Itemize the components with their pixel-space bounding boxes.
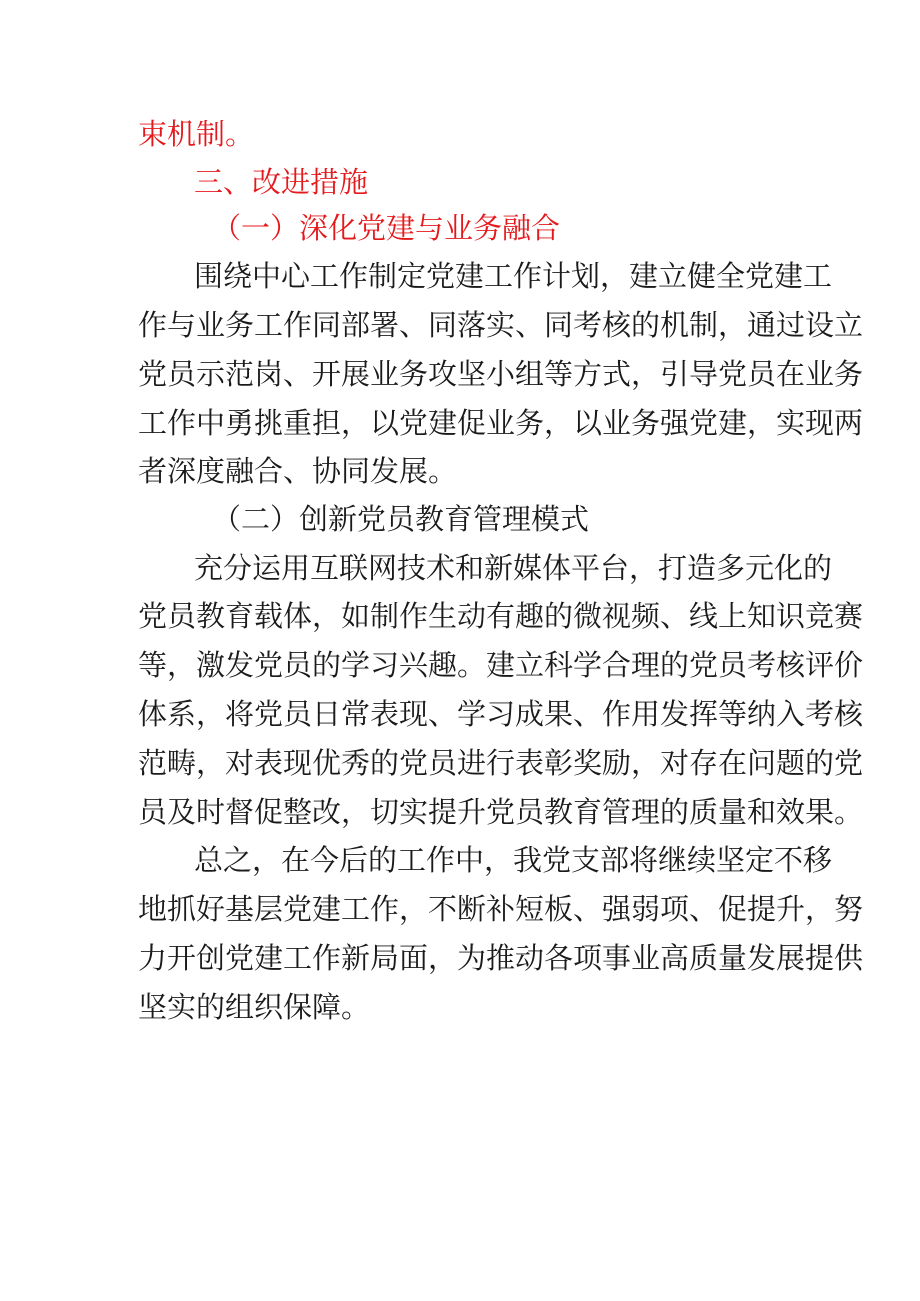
paragraph-line: 等，激发党员的学习兴趣。建立科学合理的党员考核评价 [138, 648, 864, 682]
paragraph-line: 总之，在今后的工作中，我党支部将继续坚定不移 [194, 843, 833, 877]
paragraph-line: 者深度融合、协同发展。 [138, 454, 458, 488]
paragraph-line: 员及时督促整改，切实提升党员教育管理的质量和效果。 [138, 795, 864, 829]
paragraph-line: 力开创党建工作新局面，为推动各项事业高质量发展提供 [138, 941, 864, 975]
paragraph-line: 范畴，对表现优秀的党员进行表彰奖励，对存在问题的党 [138, 746, 864, 780]
paragraph-line: 党员教育载体，如制作生动有趣的微视频、线上知识竞赛 [138, 599, 864, 633]
paragraph-line: 地抓好基层党建工作，不断补短板、强弱项、促提升，努 [138, 892, 864, 926]
paragraph-line: 充分运用互联网技术和新媒体平台，打造多元化的 [194, 551, 833, 585]
paragraph-line: 体系，将党员日常表现、学习成果、作用发挥等纳入考核 [138, 697, 864, 731]
paragraph-line: 工作中勇挑重担，以党建促业务，以业务强党建，实现两 [138, 406, 864, 440]
paragraph-line: 作与业务工作同部署、同落实、同考核的机制，通过设立 [138, 308, 864, 342]
section-heading: 三、改进措施 [194, 165, 369, 199]
paragraph-line: 围绕中心工作制定党建工作计划，建立健全党建工 [194, 259, 833, 293]
paragraph-line: 坚实的组织保障。 [138, 990, 371, 1024]
paragraph-line: 党员示范岗、开展业务攻坚小组等方式，引导党员在业务 [138, 357, 864, 391]
subsection-heading: （二）创新党员教育管理模式 [212, 502, 590, 536]
paragraph-line: 束机制。 [138, 117, 255, 151]
subsection-heading: （一）深化党建与业务融合 [212, 211, 561, 245]
